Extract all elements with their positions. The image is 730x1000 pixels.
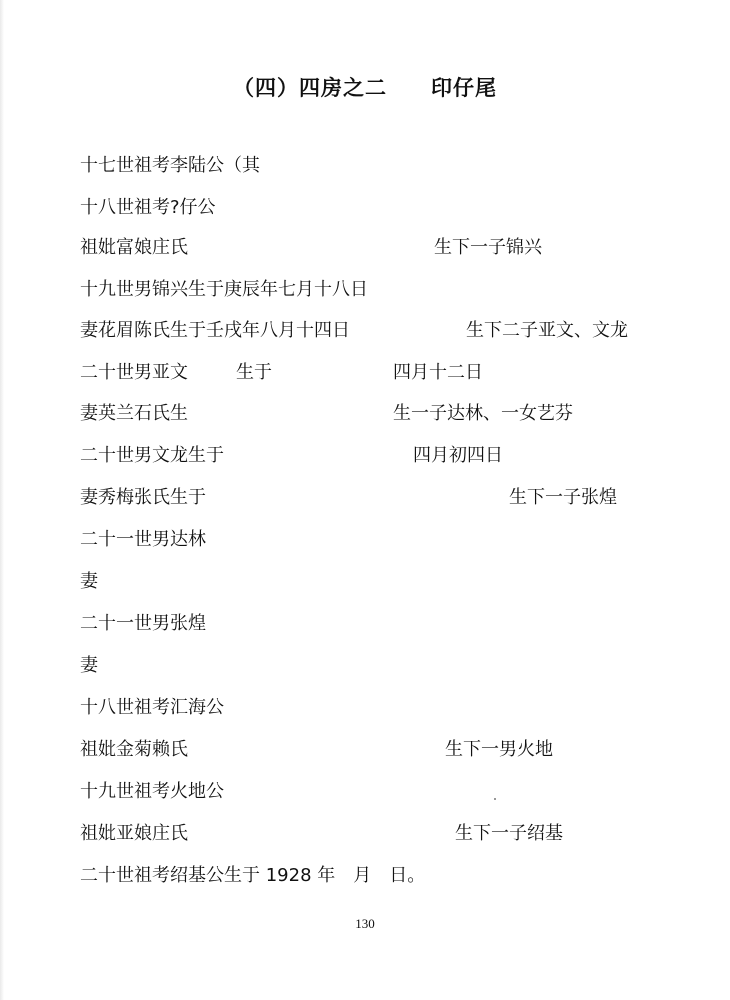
genealogy-line	[80, 609, 700, 639]
genealogy-line	[80, 861, 700, 891]
entry-text: 祖妣亚娘庄氏	[80, 823, 188, 844]
entry-text: 二十世男文龙生于	[80, 445, 224, 466]
entry-date: 四月十二日	[393, 362, 483, 383]
entry-note: 生下一子绍基	[455, 823, 563, 844]
scan-edge-shadow	[0, 0, 4, 1000]
genealogy-line	[80, 819, 700, 849]
entry-text: 十九世男锦兴生于庚辰年七月十八日	[80, 279, 368, 300]
entry-note: 生下一子张煌	[509, 487, 617, 508]
genealogy-line	[80, 525, 700, 555]
entry-text: 十九世祖考火地公	[80, 781, 224, 802]
entry-text: 妻	[80, 571, 98, 592]
entry-text: 十八世祖考汇海公	[80, 697, 224, 718]
entry-date: 四月初四日	[413, 445, 503, 466]
entry-note: 生一子达林、一女艺芬	[393, 403, 573, 424]
genealogy-line	[80, 151, 700, 181]
entry-note: 生下一男火地	[445, 739, 553, 760]
genealogy-line	[80, 275, 700, 305]
genealogy-line	[80, 233, 700, 263]
genealogy-line	[80, 777, 700, 807]
genealogy-line	[80, 399, 700, 429]
genealogy-line	[80, 441, 700, 471]
entry-text: 十七世祖考李陆公（其	[80, 155, 260, 176]
entry-text: 妻秀梅张氏生于	[80, 487, 206, 508]
genealogy-line	[80, 483, 700, 513]
entry-text: 妻花眉陈氏生于壬戌年八月十四日	[80, 320, 350, 341]
entry-text: 祖妣富娘庄氏	[80, 237, 188, 258]
entry-text: 二十世祖考绍基公生于 1928 年 月 日。	[80, 865, 426, 886]
genealogy-line	[80, 358, 700, 388]
entry-text: 十八世祖考?仔公	[80, 197, 216, 218]
genealogy-line	[80, 735, 700, 765]
entry-note: 生下一子锦兴	[434, 237, 542, 258]
entry-text: 二十一世男张煌	[80, 613, 206, 634]
genealogy-line	[80, 316, 700, 346]
genealogy-line	[80, 651, 700, 681]
page-title: （四）四房之二 印仔尾	[233, 76, 497, 100]
scan-speck	[494, 798, 496, 800]
entry-note: 生下二子亚文、文龙	[466, 320, 628, 341]
entry-text: 祖妣金菊赖氏	[80, 739, 188, 760]
entry-text: 妻英兰石氏生	[80, 403, 188, 424]
genealogy-line	[80, 567, 700, 597]
entry-text: 二十世男亚文	[80, 362, 188, 383]
genealogy-line	[80, 193, 700, 223]
entry-note: 生于	[236, 362, 272, 383]
genealogy-line	[80, 693, 700, 723]
entry-text: 二十一世男达林	[80, 529, 206, 550]
entry-text: 妻	[80, 655, 98, 676]
page-number: 130	[355, 916, 375, 931]
